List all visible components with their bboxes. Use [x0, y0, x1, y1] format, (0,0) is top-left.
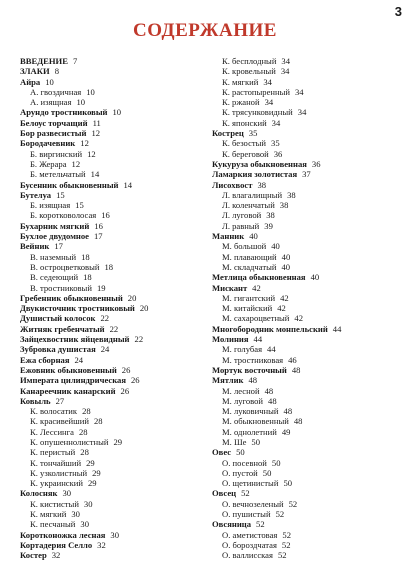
toc-entry-page-number: 52: [256, 519, 265, 530]
toc-entry: [212, 241, 408, 251]
toc-entry: [20, 519, 216, 529]
toc-entry-page-number: 19: [96, 282, 106, 293]
toc-entry-page-number: 42: [277, 303, 286, 314]
toc-entry: [20, 97, 216, 107]
toc-entry-title: Б. метельчатый: [30, 169, 86, 180]
toc-entry-title: М. обыкновенный: [222, 416, 289, 427]
toc-entry: [212, 200, 408, 210]
toc-entry: [20, 313, 216, 323]
toc-entry: [20, 334, 216, 344]
toc-entry: [212, 509, 408, 519]
toc-entry-title: Императа цилиндрическая: [20, 375, 126, 386]
toc-entry-title: Кострец: [212, 128, 244, 139]
toc-entry-page-number: 40: [281, 251, 291, 262]
toc-entry-title: М. большой: [222, 241, 267, 252]
toc-entry-page-number: 15: [75, 200, 84, 211]
toc-entry-title: Молиния: [212, 334, 249, 345]
toc-entry: [212, 107, 408, 117]
toc-entry: [20, 416, 216, 426]
toc-entry-title: К. бесплодный: [222, 56, 277, 66]
toc-entry-title: Канареечник канарский: [20, 385, 116, 396]
toc-entry-page-number: 50: [271, 457, 281, 468]
toc-entry: [212, 488, 408, 498]
toc-entry: [212, 272, 408, 282]
toc-entry-page-number: 18: [81, 251, 90, 262]
toc-entry-page-number: 37: [302, 169, 311, 180]
toc-entry: [212, 386, 408, 396]
toc-entry-page-number: 32: [51, 550, 61, 561]
toc-entry: [212, 540, 408, 550]
toc-entry: [212, 262, 408, 272]
toc-entry: [212, 169, 408, 179]
toc-entry: [20, 200, 216, 210]
toc-entry: [212, 293, 408, 303]
toc-entry-title: Вейник: [20, 241, 50, 252]
toc-entry-page-number: 35: [248, 128, 258, 139]
toc-entry-title: Кортадерия Селло: [20, 539, 93, 550]
toc-entry-page-number: 52: [275, 509, 285, 520]
toc-entry-title: Коротконожка лесная: [20, 529, 106, 540]
toc-entry-title: Ежа сборная: [20, 354, 70, 365]
toc-entry-page-number: 10: [86, 86, 95, 97]
toc-entry-title: К. трясунковидный: [222, 107, 293, 118]
toc-entry-page-number: 38: [266, 210, 275, 221]
toc-entry: [212, 252, 408, 262]
toc-entry: [212, 519, 408, 529]
toc-entry-page-number: 28: [82, 406, 91, 417]
toc-entry: [20, 344, 216, 354]
toc-entry-page-number: 44: [332, 323, 342, 334]
toc-entry: [212, 159, 408, 169]
toc-entry-page-number: 46: [288, 354, 297, 365]
toc-entry-title: М. складчатый: [222, 261, 277, 272]
toc-entry: [212, 324, 408, 334]
toc-entry-title: Овсец: [212, 488, 237, 499]
toc-entry-page-number: 26: [121, 364, 131, 375]
toc-entry: [20, 180, 216, 190]
toc-entry-title: Б. коротковолосая: [30, 210, 97, 221]
toc-entry: [212, 221, 408, 231]
toc-entry: [20, 159, 216, 169]
toc-entry-title: Мятлик: [212, 375, 244, 386]
toc-entry-page-number: 40: [281, 261, 291, 272]
toc-entry-title: К. красивейший: [30, 416, 89, 427]
page-number: 3: [394, 4, 402, 19]
toc-entry-page-number: 40: [310, 272, 320, 283]
toc-entry-page-number: 34: [264, 97, 274, 108]
toc-entry: [20, 272, 216, 282]
toc-entry: [212, 396, 408, 406]
toc-entry-title: Житняк гребенчатый: [20, 323, 105, 334]
toc-entry: [212, 375, 408, 385]
toc-entry-title: Л. влагалищный: [222, 189, 283, 200]
toc-entry: [20, 283, 216, 293]
toc-entry: [212, 190, 408, 200]
toc-entry-page-number: 42: [294, 313, 304, 324]
toc-left-column: [20, 56, 216, 561]
toc-entry-page-number: 49: [281, 426, 291, 437]
toc-entry-title: К. мягкий: [222, 76, 259, 87]
toc-entry-page-number: 15: [56, 189, 65, 200]
toc-entry: [20, 303, 216, 313]
toc-entry-title: Айра: [20, 76, 41, 87]
toc-entry-title: М. китайский: [222, 303, 273, 314]
toc-entry-page-number: 52: [281, 539, 291, 550]
toc-entry-title: Бусенник обыкновенный: [20, 179, 119, 190]
toc-entry-title: Лисохвост: [212, 179, 253, 190]
toc-entry-page-number: 29: [92, 467, 101, 478]
toc-entry-title: Ковыль: [20, 395, 51, 406]
toc-entry-page-number: 11: [92, 117, 101, 128]
toc-entry-title: М. лесной: [222, 385, 260, 396]
toc-entry-page-number: 12: [80, 138, 89, 149]
toc-entry-page-number: 10: [112, 107, 122, 118]
toc-entry-page-number: 48: [283, 406, 293, 417]
toc-entry-title: В. тростниковый: [30, 282, 92, 293]
toc-entry-page-number: 40: [249, 231, 258, 242]
toc-entry: [20, 118, 216, 128]
toc-entry-page-number: 28: [79, 426, 88, 437]
toc-entry: [212, 303, 408, 313]
toc-entry: [20, 107, 216, 117]
toc-entry: [20, 478, 216, 488]
toc-entry-page-number: 40: [271, 241, 280, 252]
toc-entry-title: Л. коленчатый: [222, 200, 275, 211]
toc-entry-title: Л. равный: [222, 220, 260, 231]
toc-entry: [20, 210, 216, 220]
toc-entry-page-number: 30: [80, 519, 90, 530]
toc-entry-page-number: 52: [288, 498, 298, 509]
toc-entry: [212, 231, 408, 241]
toc-entry-page-number: 48: [291, 364, 301, 375]
toc-entry: [212, 77, 408, 87]
toc-entry: [20, 324, 216, 334]
toc-entry: [212, 180, 408, 190]
toc-entry-title: К. безостый: [222, 138, 267, 149]
toc-entry: [20, 509, 216, 519]
toc-entry-title: Б. изящная: [30, 200, 71, 211]
toc-entry-title: К. узколистный: [30, 467, 88, 478]
toc-entry-page-number: 8: [54, 66, 59, 77]
toc-entry-title: Арундо тростниковый: [20, 107, 108, 118]
toc-entry-title: О. пустой: [222, 467, 258, 478]
toc-entry-title: Мортук восточный: [212, 364, 287, 375]
toc-entry-page-number: 34: [281, 56, 291, 66]
toc-entry-page-number: 42: [280, 292, 289, 303]
toc-entry-title: Л. луговой: [222, 210, 262, 221]
toc-entry: [20, 550, 216, 560]
toc-entry-page-number: 34: [297, 107, 307, 118]
toc-entry-page-number: 10: [76, 97, 86, 108]
toc-entry: [20, 499, 216, 509]
toc-entry: [20, 458, 216, 468]
toc-entry-title: М. тростниковая: [222, 354, 284, 365]
toc-entry-title: Зайцехвостник яйцевидный: [20, 334, 130, 345]
toc-entry-title: М. гигантский: [222, 292, 276, 303]
toc-entry-title: А. изящная: [30, 97, 72, 108]
toc-entry-title: В. седеющий: [30, 272, 79, 283]
toc-entry-title: М. плавающий: [222, 251, 277, 262]
toc-entry-title: Б. виргинский: [30, 148, 83, 159]
toc-entry-page-number: 34: [294, 86, 304, 97]
toc-entry-page-number: 16: [101, 210, 110, 221]
toc-entry-title: К. мягкий: [30, 509, 67, 520]
toc-entry-page-number: 50: [262, 467, 272, 478]
toc-entry-title: В. наземный: [30, 251, 77, 262]
toc-entry-title: М. луковичный: [222, 406, 279, 417]
toc-entry-title: К. перистый: [30, 447, 76, 458]
toc-entry-title: О. бороздчатая: [222, 539, 277, 550]
toc-entry: [212, 365, 408, 375]
toc-entry: [20, 427, 216, 437]
toc-entry-title: К. волосатик: [30, 406, 78, 417]
toc-entry: [212, 458, 408, 468]
toc-entry-page-number: 22: [100, 313, 110, 324]
toc-entry-page-number: 50: [236, 447, 245, 458]
toc-entry: [20, 355, 216, 365]
toc-entry: [212, 56, 408, 66]
toc-entry-title: Овес: [212, 447, 232, 458]
toc-entry-title: Метлица обыкновенная: [212, 272, 306, 283]
toc-entry-title: ЗЛАКИ: [20, 66, 50, 77]
toc-entry-title: М. сахароцветный: [222, 313, 290, 324]
toc-entry-title: Манник: [212, 231, 245, 242]
toc-entry-title: Бутелуа: [20, 189, 52, 200]
toc-entry: [212, 550, 408, 560]
toc-entry-title: К. тончайший: [30, 457, 82, 468]
toc-entry-page-number: 14: [123, 179, 133, 190]
toc-entry-title: О. щетинистый: [222, 478, 279, 489]
toc-entry-page-number: 10: [45, 76, 54, 87]
toc-entry: [212, 313, 408, 323]
toc-entry-page-number: 17: [94, 231, 103, 242]
toc-entry-page-number: 52: [282, 529, 291, 540]
toc-entry: [212, 149, 408, 159]
toc-entry: [20, 56, 216, 66]
toc-entry: [20, 386, 216, 396]
toc-entry-page-number: 32: [97, 539, 106, 550]
toc-entry-page-number: 20: [139, 303, 149, 314]
toc-entry-page-number: 36: [311, 158, 321, 169]
toc-right-column: [212, 56, 408, 561]
toc-entry: [212, 334, 408, 344]
toc-entry-title: К. Лессинга: [30, 426, 74, 437]
toc-entry: [20, 252, 216, 262]
toc-entry-title: А. гвоздичная: [30, 86, 82, 97]
toc-entry-page-number: 30: [71, 509, 80, 520]
toc-entry-title: Душистый колосок: [20, 313, 96, 324]
toc-entry-title: Бор развесистый: [20, 128, 87, 139]
toc-entry: [20, 293, 216, 303]
toc-entry: [20, 468, 216, 478]
toc-entry-page-number: 14: [90, 169, 100, 180]
toc-entry-title: Мискант: [212, 282, 248, 293]
toc-entry-title: К. украинский: [30, 478, 83, 489]
toc-entry: [212, 478, 408, 488]
toc-entry: [20, 128, 216, 138]
toc-entry: [20, 365, 216, 375]
toc-entry: [20, 396, 216, 406]
toc-entry: [212, 406, 408, 416]
toc-entry: [20, 241, 216, 251]
toc-entry: [20, 77, 216, 87]
toc-entry-page-number: 24: [100, 344, 110, 355]
toc-entry-title: Б. Жерара: [30, 158, 67, 169]
toc-entry-page-number: 27: [55, 395, 65, 406]
toc-entry-page-number: 52: [241, 488, 250, 499]
toc-entry: [212, 427, 408, 437]
toc-entry-title: К. растопыренный: [222, 86, 290, 97]
toc-entry: [20, 488, 216, 498]
toc-entry-page-number: 50: [283, 478, 293, 489]
toc-entry: [20, 87, 216, 97]
toc-entry: [212, 468, 408, 478]
toc-entry-page-number: 38: [257, 179, 267, 190]
toc-entry-title: Костер: [20, 550, 47, 561]
toc-entry: [212, 210, 408, 220]
toc-entry-title: Белоус торчащий: [20, 117, 88, 128]
toc-entry-page-number: 52: [277, 550, 287, 561]
toc-entry-title: Ежовник обыкновенный: [20, 364, 117, 375]
toc-entry-page-number: 48: [268, 395, 277, 406]
toc-entry-page-number: 48: [248, 375, 258, 386]
toc-entry: [20, 231, 216, 241]
toc-entry-title: О. пушистый: [222, 509, 271, 520]
toc-entry: [20, 540, 216, 550]
toc-entry-title: В. остроцветковый: [30, 261, 100, 272]
toc-entry-page-number: 50: [251, 436, 261, 447]
toc-entry: [212, 447, 408, 457]
toc-entry-page-number: 29: [113, 436, 123, 447]
toc-entry-title: Двукисточник тростниковый: [20, 303, 135, 314]
toc-entry-page-number: 17: [54, 241, 63, 252]
toc-entry: [212, 499, 408, 509]
toc-entry: [212, 355, 408, 365]
toc-entry-title: М. луговой: [222, 395, 264, 406]
toc-entry-page-number: 26: [120, 385, 130, 396]
toc-entry-page-number: 35: [271, 138, 280, 149]
toc-entry: [212, 416, 408, 426]
toc-entry-page-number: 30: [110, 529, 119, 540]
toc-entry-title: Бородачевник: [20, 138, 76, 149]
toc-entry-page-number: 24: [74, 354, 84, 365]
toc-entry-page-number: 28: [80, 447, 89, 458]
toc-entry: [212, 283, 408, 293]
toc-entry-title: К. опушеннолистный: [30, 436, 109, 447]
toc-entry-page-number: 22: [134, 334, 144, 345]
toc-entry-title: К. песчаный: [30, 519, 76, 530]
toc-entry: [212, 138, 408, 148]
toc-entry-page-number: 29: [86, 457, 95, 468]
toc-entry-page-number: 20: [127, 292, 137, 303]
toc-entry-page-number: 44: [253, 334, 263, 345]
toc-entry: [20, 190, 216, 200]
toc-entry-title: Колосняк: [20, 488, 58, 499]
toc-entry: [212, 66, 408, 76]
toc-entry-title: Зубровка душистая: [20, 344, 96, 355]
toc-entry-title: О. валлисская: [222, 550, 273, 561]
toc-entry-title: Овсяница: [212, 519, 252, 530]
toc-entry-page-number: 12: [87, 148, 96, 159]
toc-entry: [212, 87, 408, 97]
toc-entry-page-number: 38: [279, 200, 289, 211]
toc-entry-title: Бухлое двудомное: [20, 231, 89, 242]
toc-entry-page-number: 44: [267, 344, 276, 355]
toc-entry-title: ВВЕДЕНИЕ: [20, 56, 68, 66]
toc-entry-page-number: 39: [264, 220, 273, 231]
toc-entry-page-number: 48: [264, 385, 274, 396]
toc-entry-page-number: 34: [280, 66, 290, 77]
toc-entry: [212, 530, 408, 540]
toc-entry: [212, 437, 408, 447]
toc-entry-page-number: 22: [109, 323, 119, 334]
toc-entry-title: О. вечнозеленый: [222, 498, 284, 509]
toc-entry-page-number: 26: [130, 375, 140, 386]
toc-entry-page-number: 42: [252, 282, 261, 293]
toc-entry-page-number: 30: [83, 498, 93, 509]
toc-entry-page-number: 29: [88, 478, 97, 489]
toc-entry: [20, 437, 216, 447]
toc-entry: [20, 530, 216, 540]
toc-entry: [20, 149, 216, 159]
toc-entry: [20, 406, 216, 416]
toc-entry-title: М. голубая: [222, 344, 263, 355]
toc-entry-page-number: 48: [293, 416, 303, 427]
toc-entry: [20, 447, 216, 457]
toc-entry-title: Бухарник мягкий: [20, 220, 90, 231]
toc-entry: [212, 128, 408, 138]
toc-entry: [20, 138, 216, 148]
toc-entry: [20, 66, 216, 76]
toc-entry-page-number: 28: [93, 416, 103, 427]
toc-entry-page-number: 12: [91, 128, 101, 139]
toc-entry-page-number: 38: [287, 189, 296, 200]
toc-entry-title: О. аметистовая: [222, 529, 278, 540]
toc-entry-page-number: 12: [71, 158, 81, 169]
toc-entry: [20, 262, 216, 272]
toc-entry-title: М. Ше: [222, 436, 247, 447]
toc-entry: [212, 344, 408, 354]
toc-entry-title: О. посевной: [222, 457, 267, 468]
toc-entry-title: К. ржаной: [222, 97, 260, 108]
toc-entry-page-number: 34: [263, 76, 272, 87]
toc-entry-title: Ламаркия золотистая: [212, 169, 298, 180]
toc-entry-page-number: 7: [72, 56, 78, 66]
toc-entry-title: К. японский: [222, 117, 267, 128]
toc-entry: [20, 221, 216, 231]
toc-entry-page-number: 18: [104, 261, 114, 272]
toc-entry-title: К. кистистый: [30, 498, 79, 509]
page-title: СОДЕРЖАНИЕ: [133, 20, 277, 41]
toc-entry-title: К. кровельный: [222, 66, 276, 77]
toc-entry-title: Кукуруза обыкновенная: [212, 158, 307, 169]
toc-entry-page-number: 16: [94, 220, 103, 231]
toc-entry-page-number: 36: [273, 148, 283, 159]
toc-entry: [212, 118, 408, 128]
toc-entry-page-number: 34: [271, 117, 281, 128]
toc-entry: [20, 375, 216, 385]
toc-entry-title: К. береговой: [222, 148, 269, 159]
toc-entry: [20, 169, 216, 179]
toc-entry-title: Многобородник монпельский: [212, 323, 328, 334]
toc-entry-title: М. однолетний: [222, 426, 277, 437]
toc-entry-page-number: 30: [62, 488, 72, 499]
toc-entry-title: Гребенник обыкновенный: [20, 292, 123, 303]
toc-entry: [212, 97, 408, 107]
toc-entry-page-number: 18: [83, 272, 92, 283]
